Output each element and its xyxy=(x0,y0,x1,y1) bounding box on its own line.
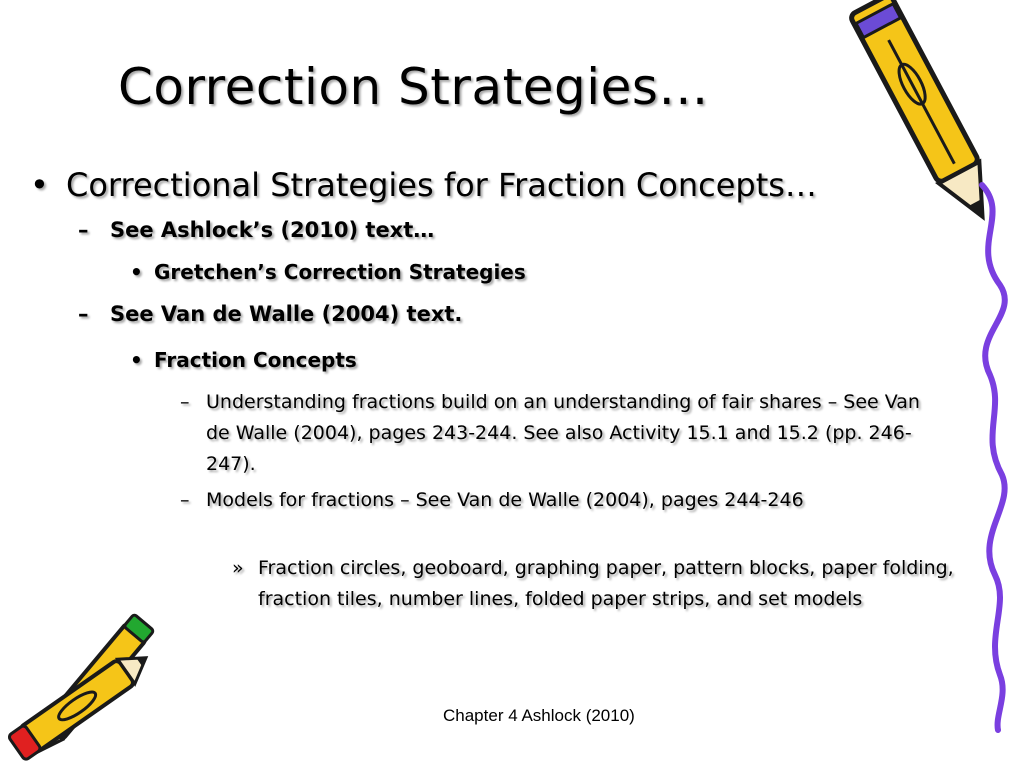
subbullet-van-de-walle xyxy=(78,302,462,326)
slide-title: Correction Strategies… xyxy=(118,58,709,116)
subbullet-ashlock xyxy=(78,218,434,242)
subbullet-gretchen xyxy=(130,260,526,284)
bullet-level1 xyxy=(30,166,817,204)
bullet-text: Correctional Strategies for Fraction Concepts… xyxy=(66,166,817,204)
detail-fair-shares xyxy=(180,387,941,480)
dash-mark: – xyxy=(180,391,190,413)
dash-mark: – xyxy=(180,489,190,511)
subbullet-text: Fraction Concepts xyxy=(154,348,357,372)
dash-mark: – xyxy=(78,302,89,326)
slide-footer: Chapter 4 Ashlock (2010) xyxy=(443,706,635,725)
squiggle-line-icon xyxy=(960,175,1020,735)
bullet-mark: • xyxy=(30,166,49,204)
dash-mark: – xyxy=(78,218,89,242)
detail-text: Fraction circles, geoboard, graphing paper, pattern blocks, paper folding, fraction tiles, number lines, folded paper strips, and set models xyxy=(258,557,954,610)
pencils-icon xyxy=(0,620,160,768)
detail-models-list xyxy=(232,553,978,615)
bullet-mark: • xyxy=(130,260,143,284)
chevron-mark: » xyxy=(232,557,244,579)
subbullet-text: See Van de Walle (2004) text. xyxy=(110,302,463,326)
detail-models xyxy=(180,485,941,516)
detail-text: Models for fractions – See Van de Walle (2004), pages 244-246 xyxy=(206,489,804,511)
subbullet-text: Gretchen’s Correction Strategies xyxy=(154,260,526,284)
bullet-mark: • xyxy=(130,348,143,372)
subbullet-fraction-concepts xyxy=(130,348,357,372)
subbullet-text: See Ashlock’s (2010) text… xyxy=(110,218,435,242)
detail-text: Understanding fractions build on an understanding of fair shares – See Van de Walle (2004), pages 243-244. See also Activity 15.1 and 15.2 (pp. 246-247). xyxy=(206,391,920,475)
